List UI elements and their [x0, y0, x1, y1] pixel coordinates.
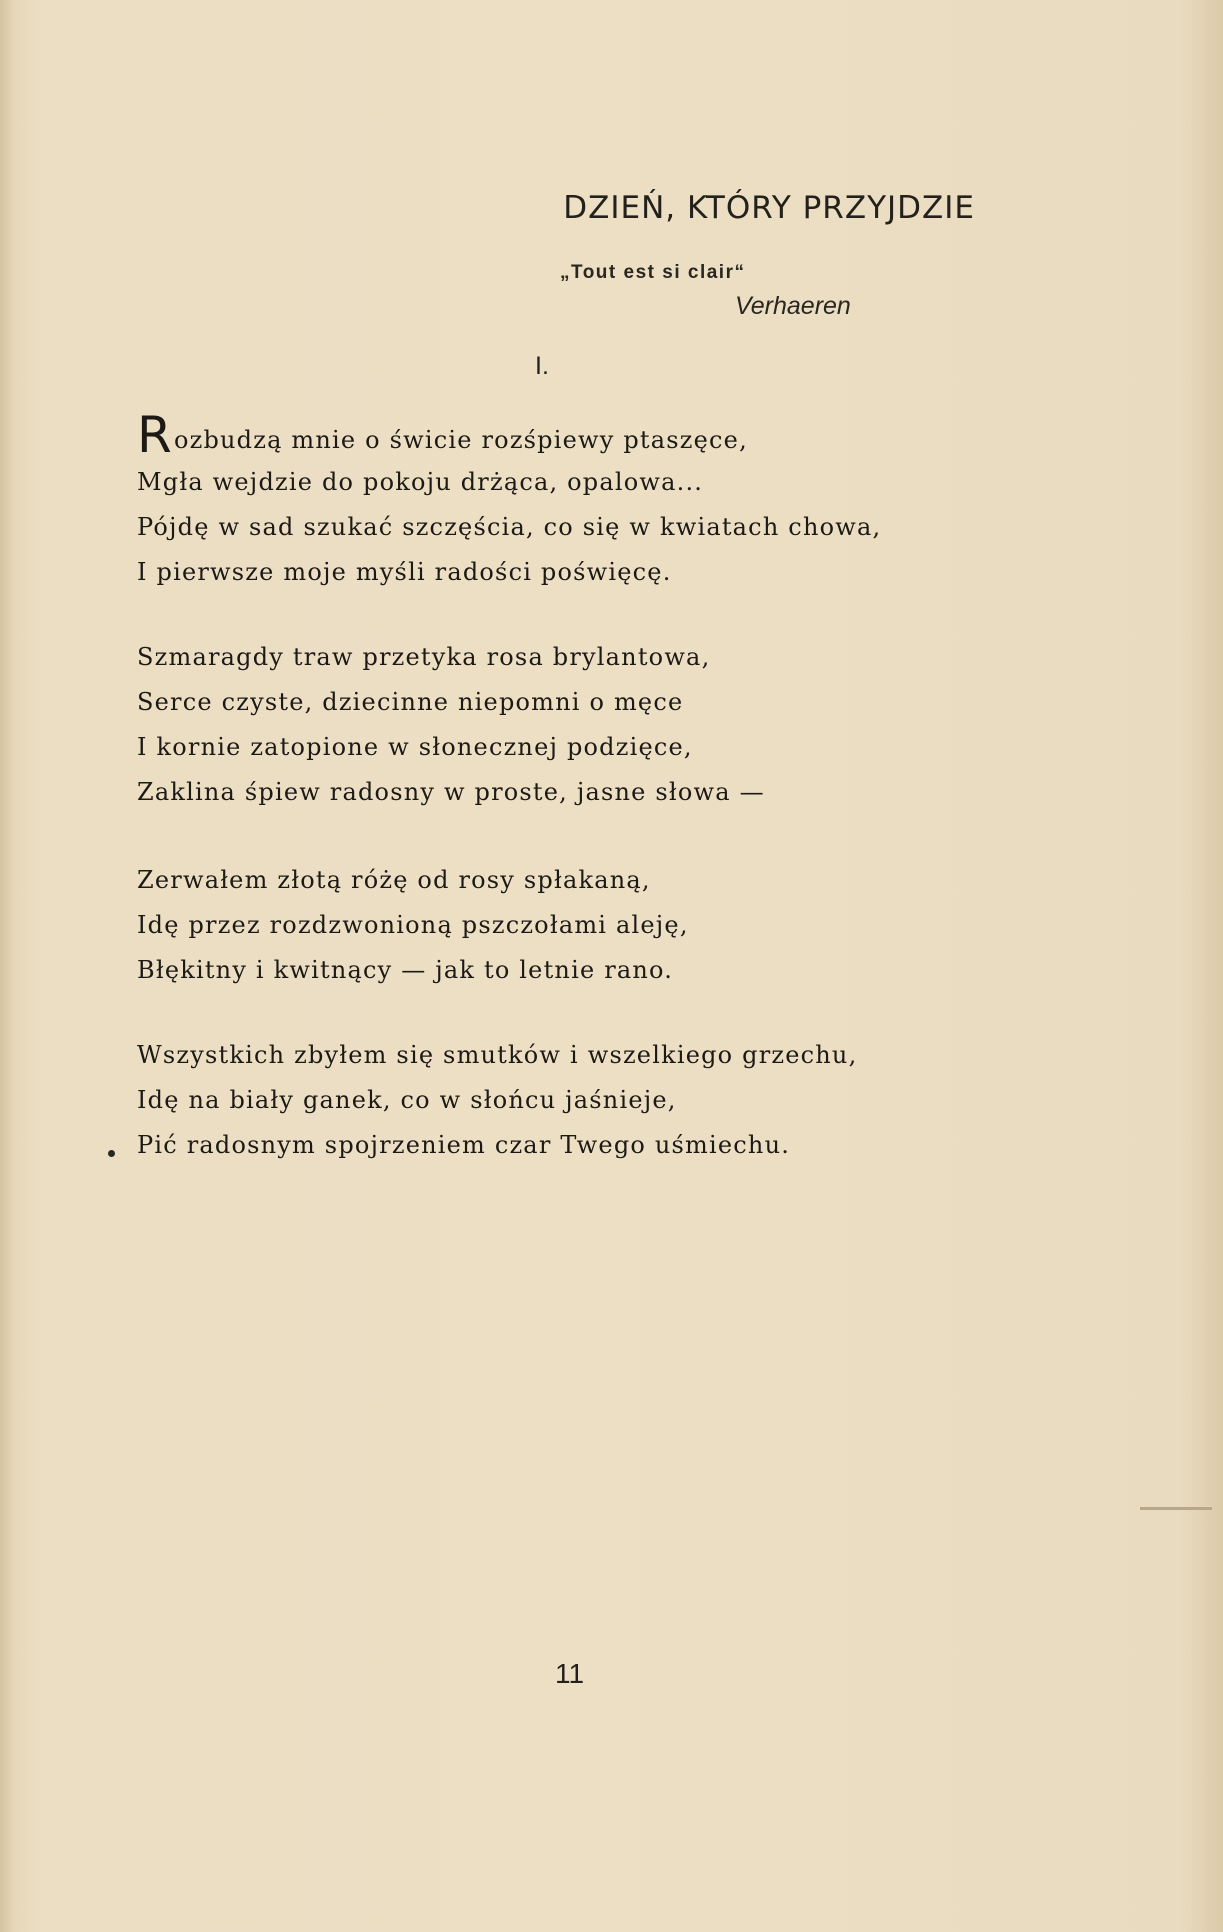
paper-edge-mark: [1140, 1507, 1212, 1510]
stanza-3: [137, 858, 1017, 993]
poem-title: DZIEŃ, KTÓRY PRZYJDZIE: [563, 190, 975, 226]
verse-line: I kornie zatopione w słonecznej podzięce,: [137, 733, 693, 761]
section-number: I.: [535, 352, 549, 380]
verse-line: Zaklina śpiew radosny w proste, jasne słowa —: [137, 778, 765, 806]
drop-cap-letter: R: [137, 406, 173, 464]
margin-dot-mark: [108, 1150, 115, 1157]
verse-line-text: ozbudzą mnie o świcie rozśpiewy ptaszęce,: [173, 426, 748, 454]
verse-line: I pierwsze moje myśli radości poświęcę.: [137, 558, 672, 586]
verse-line: Błękitny i kwitnący — jak to letnie rano.: [137, 956, 674, 984]
stanza-1: [137, 406, 1017, 595]
verse-line: Serce czyste, dziecinne niepomni o męce: [137, 688, 684, 716]
verse-line: Idę na biały ganek, co w słońcu jaśnieje,: [137, 1086, 677, 1114]
verse-line: Pójdę w sad szukać szczęścia, co się w kwiatach chowa,: [137, 513, 882, 541]
stanza-4: [137, 1033, 1017, 1168]
stanza-2: [137, 635, 1017, 815]
page-number: 11: [555, 1658, 585, 1689]
verse-line: [137, 406, 1017, 464]
verse-line: Mgła wejdzie do pokoju drżąca, opalowa...: [137, 468, 704, 496]
verse-line: Szmaragdy traw przetyka rosa brylantowa,: [137, 643, 711, 671]
verse-line: Wszystkich zbyłem się smutków i wszelkiego grzechu,: [137, 1041, 858, 1069]
epigraph-author: Verhaeren: [735, 292, 851, 320]
verse-line: Pić radosnym spojrzeniem czar Twego uśmiechu.: [137, 1131, 791, 1159]
verse-line: Zerwałem złotą różę od rosy spłakaną,: [137, 866, 651, 894]
epigraph-quote: „Tout est si clair“: [560, 262, 746, 283]
verse-line: Idę przez rozdzwonioną pszczołami aleję,: [137, 911, 689, 939]
